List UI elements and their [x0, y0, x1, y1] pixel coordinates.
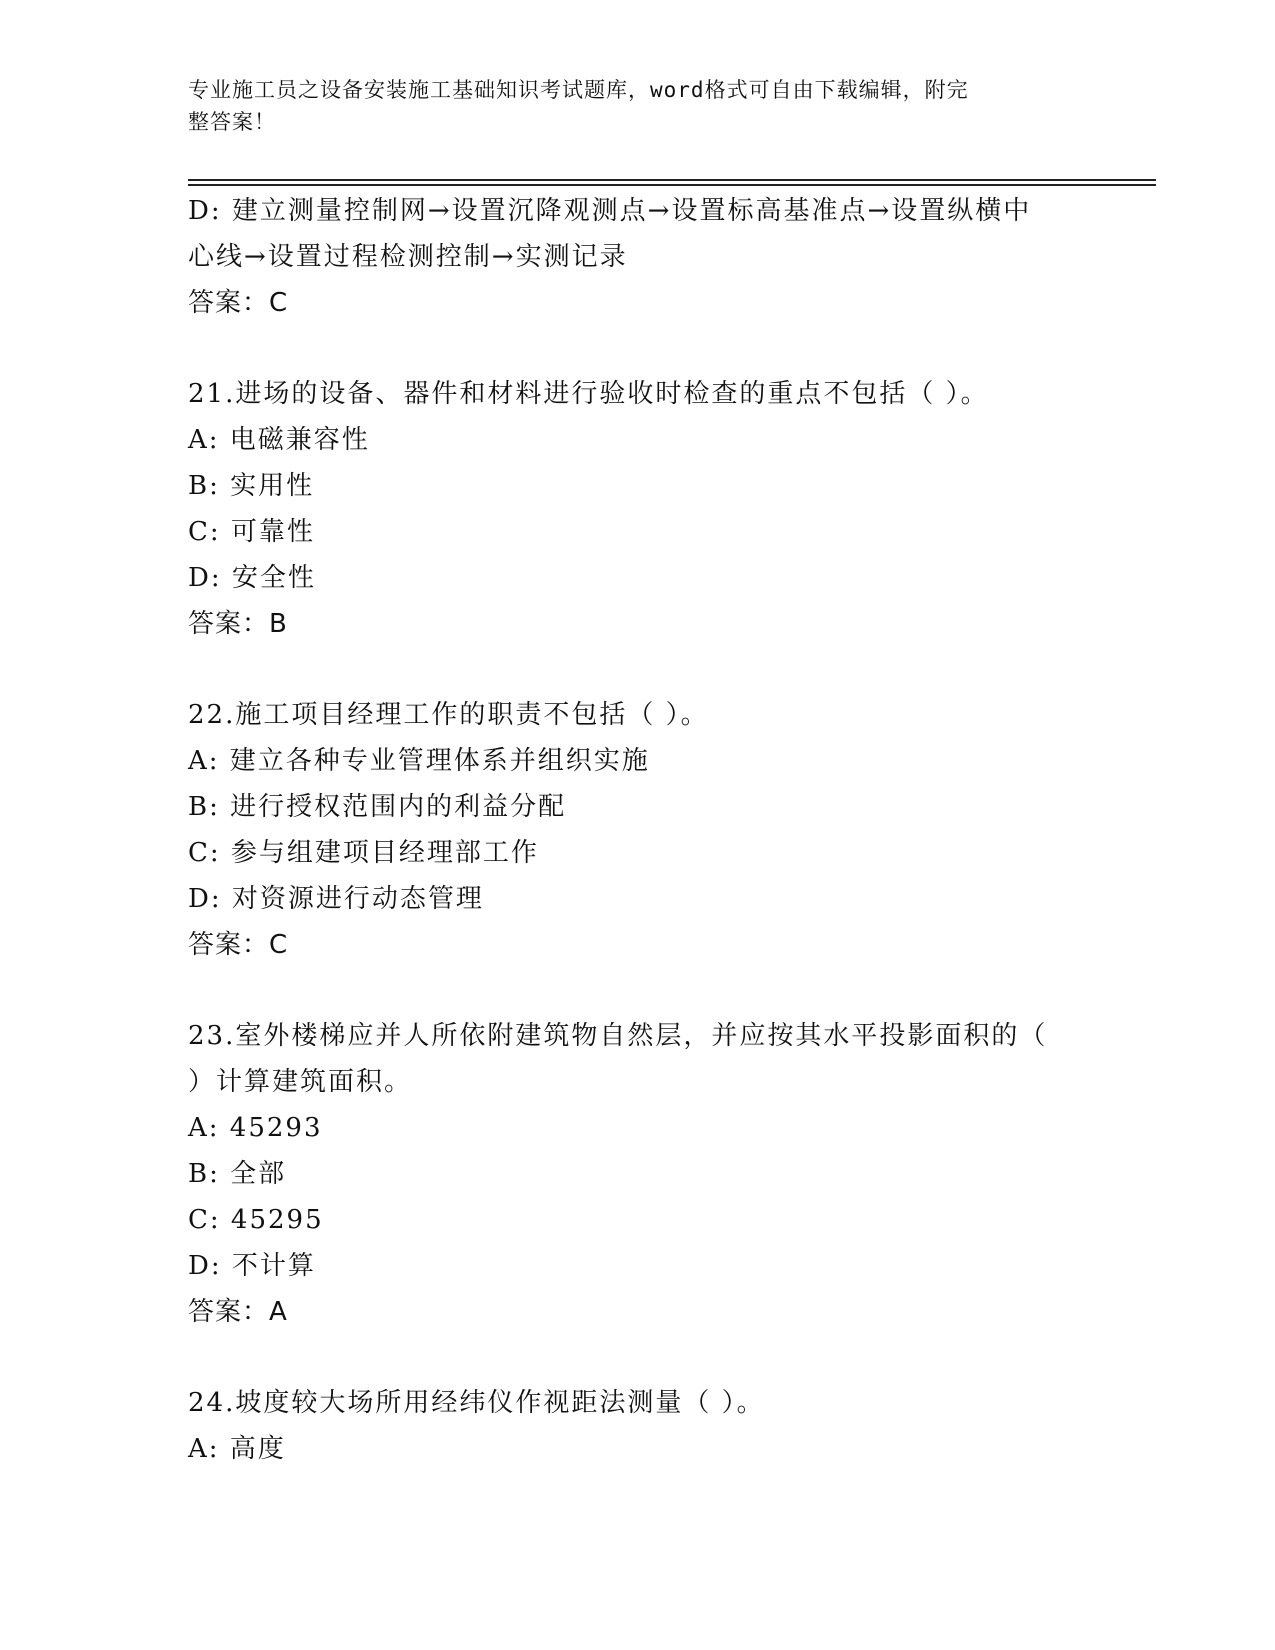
question-stem-continued: ）计算建筑面积。	[188, 1067, 413, 1097]
header-line-1: 专业施工员之设备安装施工基础知识考试题库，word格式可自由下载编辑，附完	[188, 78, 969, 102]
question-stem: 24.坡度较大场所用经纬仪作视距法测量（ ）。	[188, 1388, 765, 1418]
header-divider-top	[188, 179, 1156, 181]
option-c: C: 参与组建项目经理部工作	[188, 838, 539, 868]
option-d: D: 对资源进行动态管理	[188, 884, 484, 914]
option-d: D: 安全性	[188, 563, 316, 593]
question-stem: 22.施工项目经理工作的职责不包括（ ）。	[188, 700, 709, 730]
question-stem: 23.室外楼梯应并人所依附建筑物自然层，并应按其水平投影面积的（	[188, 1021, 1048, 1051]
option-d-continued: 心线→设置过程检测控制→实测记录	[188, 242, 628, 272]
option-a: A: 高度	[188, 1434, 286, 1464]
option-b: B: 实用性	[188, 471, 315, 501]
option-c: C: 45295	[188, 1205, 324, 1235]
question-20-continued	[188, 188, 1088, 326]
question-22	[188, 692, 1088, 968]
header-divider-bottom	[188, 184, 1156, 186]
option-b: B: 进行授权范围内的利益分配	[188, 792, 567, 822]
option-b: B: 全部	[188, 1159, 287, 1189]
header-line-2: 整答案！	[188, 110, 276, 134]
question-list	[188, 188, 1088, 1472]
document-header	[188, 74, 1088, 138]
option-c: C: 可靠性	[188, 517, 315, 547]
question-24	[188, 1380, 1088, 1472]
answer: 答案：B	[188, 609, 288, 639]
answer: 答案：C	[188, 288, 289, 318]
option-a: A: 电磁兼容性	[188, 425, 370, 455]
answer: 答案：A	[188, 1297, 288, 1327]
option-d: D: 建立测量控制网→设置沉降观测点→设置标高基准点→设置纵横中	[188, 196, 1032, 226]
option-a: A: 建立各种专业管理体系并组织实施	[188, 746, 650, 776]
option-a: A: 45293	[188, 1113, 323, 1143]
answer: 答案：C	[188, 930, 289, 960]
question-21	[188, 371, 1088, 647]
question-23	[188, 1013, 1088, 1335]
option-d: D: 不计算	[188, 1251, 316, 1281]
question-stem: 21.进场的设备、器件和材料进行验收时检查的重点不包括（ ）。	[188, 379, 989, 409]
